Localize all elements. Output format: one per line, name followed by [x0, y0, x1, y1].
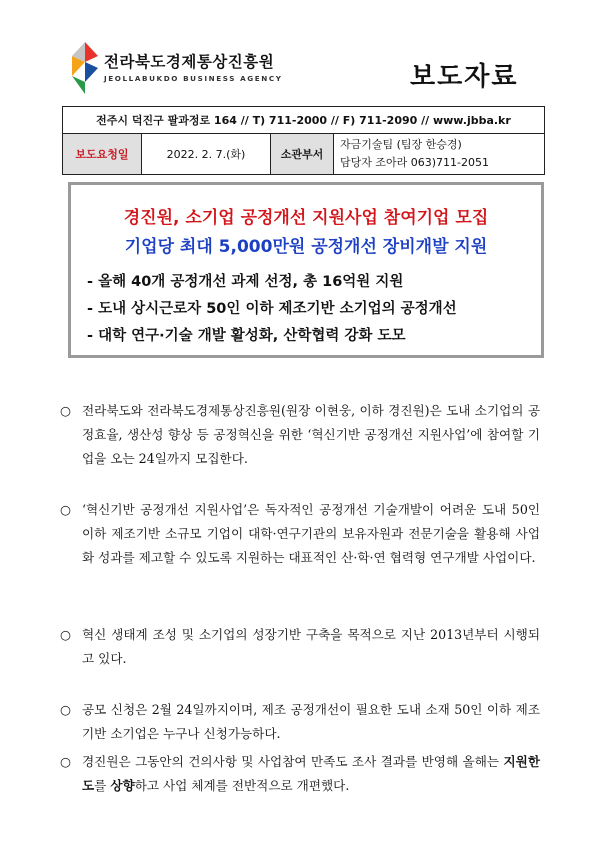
body-paragraph-1 — [60, 399, 540, 471]
organization-logo — [70, 38, 310, 100]
headline-bullet: - 올해 40개 공정개선 과제 선정, 총 16억원 지원 — [87, 274, 404, 290]
headline-bullet: - 도내 상시근로자 50인 이하 제조기반 소기업의 공정개선 — [87, 301, 457, 317]
paragraph-text: 경진원은 그동안의 건의사항 및 사업참여 만족도 조사 결과를 반영해 올해는 — [82, 754, 504, 769]
org-name-english: JEOLLABUKDO BUSINESS AGENCY — [104, 74, 283, 83]
bullet-circle: ○ — [60, 754, 71, 769]
paragraph-text: 공모 신청은 2월 24일까지이며, 제조 공정개선이 필요한 도내 소재 50인 이하 제조기반 소기업은 누구나 신청가능하다. — [82, 702, 540, 741]
press-info-table — [62, 106, 545, 175]
bullet-circle: ○ — [60, 627, 71, 642]
request-date-value: 2022. 2. 7.(화) — [142, 134, 271, 175]
department-contact — [334, 134, 545, 175]
emphasis-text: 상향 — [110, 778, 135, 793]
department-person: 담당자 조아라 063)711-2051 — [340, 156, 489, 169]
paragraph-text: 혁신 생태계 조성 및 소기업의 성장기반 구축을 목적으로 지난 2013년부터 시행되고 있다. — [82, 627, 540, 666]
bullet-circle: ○ — [60, 702, 71, 717]
headline-bullets — [87, 269, 457, 350]
contact-address: 전주시 덕진구 팔과정로 164 // T) 711-2000 // F) 711-2090 // www.jbba.kr — [63, 107, 545, 134]
department-label: 소관부서 — [271, 134, 334, 175]
paragraph-text: 를 — [94, 778, 111, 793]
paragraph-text: 하고 사업 체계를 전반적으로 개편했다. — [134, 778, 350, 793]
headline-bullet: - 대학 연구·기술 개발 활성화, 산학협력 강화 도모 — [87, 328, 406, 344]
paragraph-text: ‘혁신기반 공정개선 지원사업’은 독자적인 공정개선 기술개발이 어려운 도내 50인 이하 제조기반 소규모 기업이 대학·연구기관의 보유자원과 전문기술을 활용해 사업화 성과를 제고할 수 있도록 지원하는 대표적인 산·학·연 협력형 연구개발 사업이다. — [82, 502, 540, 565]
body-paragraph-2 — [60, 498, 540, 570]
body-paragraph-5 — [60, 750, 540, 798]
emphasis-text: 지원한도 — [82, 754, 540, 793]
headline-title: 경진원, 소기업 공정개선 지원사업 참여기업 모집 — [123, 208, 489, 228]
bullet-circle: ○ — [60, 403, 71, 418]
paragraph-text: 전라북도와 전라북도경제통상진흥원(원장 이현웅, 이하 경진원)은 도내 소기업의 공정효율, 생산성 향상 등 공정혁신을 위한 ‘혁신기반 공정개선 지원사업’에 참여할 기업을 오는 24일까지 모집한다. — [82, 403, 540, 466]
document-type-title: 보도자료 — [410, 62, 519, 92]
request-date-label: 보도요청일 — [63, 134, 142, 175]
department-team: 자금기술팀 (팀장 한승경) — [340, 138, 462, 151]
body-paragraph-3 — [60, 623, 540, 671]
org-name: 전라북도경제통상진흥원 — [104, 53, 275, 71]
headline-subtitle: 기업당 최대 5,000만원 공정개선 장비개발 지원 — [124, 237, 488, 257]
body-paragraph-4 — [60, 698, 540, 746]
headline-box — [68, 182, 544, 358]
bullet-circle: ○ — [60, 502, 71, 517]
jbba-logo-icon — [70, 42, 100, 94]
